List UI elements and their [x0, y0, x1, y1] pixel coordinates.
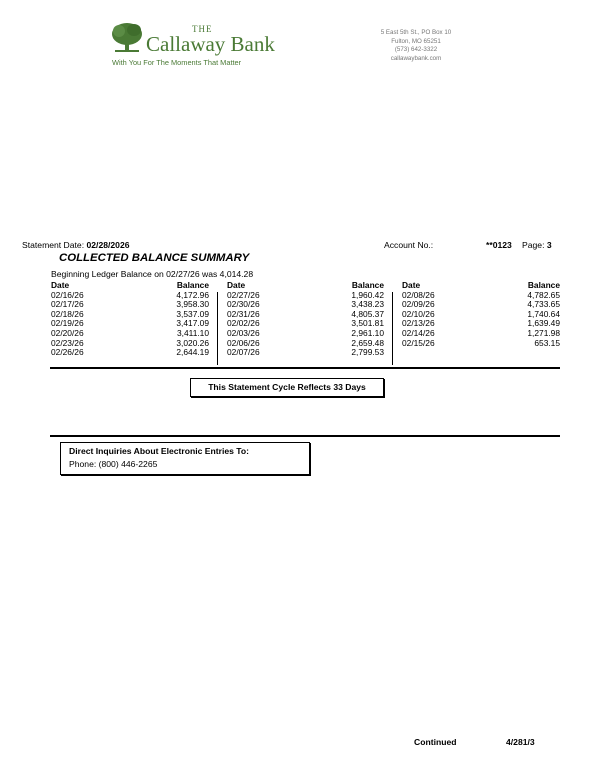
page-reference: 4/281/3 [506, 737, 535, 747]
page-number-value: 3 [546, 240, 552, 250]
date-header: Date [227, 280, 246, 290]
address-line: 5 East 5th St., PO Box 10 [380, 29, 452, 36]
date-header: Date [51, 280, 70, 290]
section-divider [50, 435, 560, 437]
account-number [486, 240, 512, 250]
row-balance: 2,961.10 [351, 327, 384, 338]
bank-address [372, 29, 460, 63]
beginning-balance: Beginning Ledger Balance on 02/27/26 was 4,014.28 [51, 269, 254, 279]
bank-name: Callaway Bank [146, 32, 275, 56]
balance-row [227, 348, 384, 358]
address-line: (573) 642-3322 [394, 46, 438, 53]
inquiries-title: Direct Inquiries About Electronic Entries To: [69, 446, 250, 456]
row-balance: 3,020.26 [176, 337, 209, 348]
row-date: 02/08/26 [402, 289, 435, 300]
row-balance: 4,805.37 [351, 308, 384, 319]
row-balance: 4,733.65 [527, 299, 560, 310]
row-date: 02/27/26 [227, 289, 260, 300]
row-balance: 3,438.23 [351, 299, 384, 310]
row-balance: 2,799.53 [351, 347, 384, 358]
row-date: 02/06/26 [227, 337, 260, 348]
address-line: callawaybank.com [390, 54, 442, 62]
address-line: Fulton, MO 65251 [391, 37, 441, 45]
row-date: 02/18/26 [51, 308, 84, 319]
row-balance: 3,501.81 [351, 318, 384, 329]
row-balance: 3,958.30 [176, 299, 209, 310]
balance-column-2 [227, 281, 384, 358]
row-date: 02/26/26 [51, 347, 84, 358]
row-balance: 3,537.09 [176, 308, 209, 319]
page-number [522, 240, 552, 250]
page-label: Page: [522, 240, 545, 250]
row-date: 02/30/26 [227, 299, 260, 310]
row-date: 02/03/26 [227, 327, 260, 338]
inquiries-phone: Phone: (800) 446-2265 [69, 459, 158, 469]
continued-label: Continued [414, 737, 457, 747]
tree-icon [110, 22, 144, 54]
section-divider [50, 367, 560, 369]
statement-date [22, 240, 130, 250]
row-date: 02/10/26 [402, 308, 435, 319]
row-balance: 1,960.42 [351, 289, 384, 300]
balance-row [51, 348, 209, 358]
row-date: 02/20/26 [51, 327, 84, 338]
row-balance: 2,644.19 [176, 347, 209, 358]
column-divider [392, 292, 393, 365]
row-date: 02/15/26 [402, 337, 435, 348]
row-date: 02/13/26 [402, 318, 435, 329]
row-balance: 1,271.98 [527, 327, 560, 338]
row-date: 02/19/26 [51, 318, 84, 329]
row-balance: 1,740.64 [527, 308, 560, 319]
row-date: 02/31/26 [227, 308, 260, 319]
balance-header: Balance [351, 280, 384, 290]
inquiries-box [60, 442, 310, 475]
balance-header: Balance [527, 280, 560, 290]
statement-date-value: 02/28/2026 [86, 240, 130, 250]
statement-date-label: Statement Date: [22, 240, 85, 250]
row-balance: 4,782.65 [527, 289, 560, 300]
bank-prefix: THE [192, 24, 213, 34]
summary-title: COLLECTED BALANCE SUMMARY [59, 252, 250, 264]
row-balance: 3,411.10 [177, 327, 209, 338]
row-date: 02/02/26 [227, 318, 260, 329]
row-balance: 1,639.49 [527, 318, 560, 329]
row-balance: 653.15 [534, 337, 560, 348]
bank-tagline: With You For The Moments That Matter [112, 58, 242, 67]
account-label: Account No.: [384, 240, 434, 250]
date-header: Date [402, 280, 421, 290]
balance-header: Balance [176, 280, 209, 290]
statement-cycle-box: This Statement Cycle Reflects 33 Days [190, 378, 384, 397]
column-divider [217, 292, 218, 365]
balance-column-3 [402, 281, 560, 348]
bank-logo [110, 22, 280, 68]
row-date: 02/14/26 [402, 327, 435, 338]
balance-column-1 [51, 281, 209, 358]
row-date: 02/07/26 [227, 347, 260, 358]
balance-row [402, 339, 560, 349]
row-date: 02/17/26 [51, 299, 84, 310]
account-number-value: **0123 [486, 240, 512, 250]
row-date: 02/23/26 [51, 337, 84, 348]
row-date: 02/16/26 [51, 289, 84, 300]
row-balance: 4,172.96 [176, 289, 209, 300]
row-balance: 3,417.09 [176, 318, 209, 329]
row-date: 02/09/26 [402, 299, 435, 310]
row-balance: 2,659.48 [351, 337, 384, 348]
